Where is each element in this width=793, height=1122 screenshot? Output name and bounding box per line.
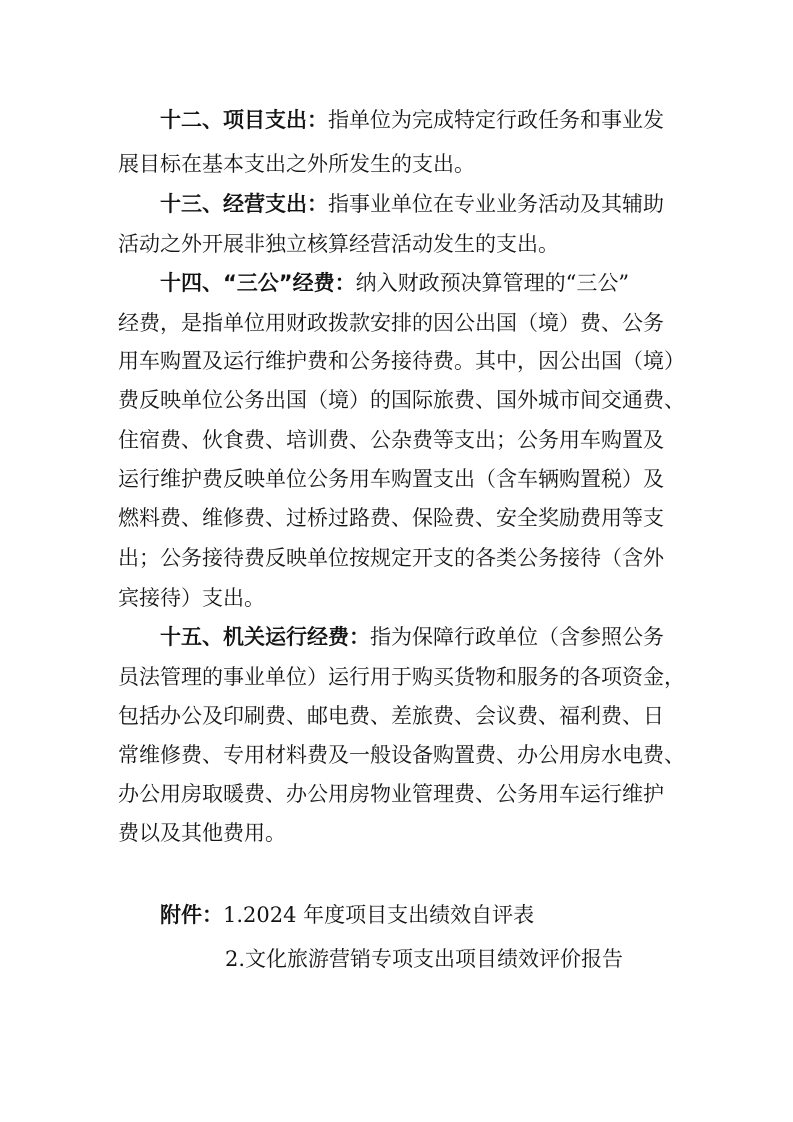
attachment-item-2: 2.文化旅游营销专项支出项目绩效评价报告 (225, 947, 624, 971)
attachments-line-1 (160, 900, 534, 930)
section-14-line-6: 运行维护费反映单位公务用车购置支出（含车辆购置税）及 (118, 467, 664, 491)
section-14-line-7: 燃料费、维修费、过桥过路费、保险费、安全奖励费用等支 (118, 506, 664, 530)
section-12-text: 指单位为完成特定行政任务和事业发 (328, 108, 664, 132)
section-13-term: 十三、经营支出： (160, 192, 328, 216)
section-14-line-3: 用车购置及运行维护费和公务接待费。其中，因公出国（境） (118, 349, 685, 373)
section-13-text: 指事业单位在专业业务活动及其辅助 (328, 192, 664, 216)
section-15-line-4: 常维修费、专用材料费及一般设备购置费、办公用房水电费、 (118, 743, 685, 767)
section-15-term: 十五、机关运行经费： (160, 625, 370, 649)
attachment-item-1: 1.2024 年度项目支出绩效自评表 (223, 903, 535, 927)
attachments-label: 附件： (160, 903, 223, 927)
section-14-line-8: 出；公务接待费反映单位按规定开支的各类公务接待（含外 (118, 546, 664, 570)
section-12-line-1 (160, 105, 664, 135)
section-13-line-2: 活动之外开展非独立核算经营活动发生的支出。 (118, 232, 559, 256)
section-15-line-5: 办公用房取暖费、办公用房物业管理费、公务用车运行维护 (118, 782, 664, 806)
section-15-line-3: 包括办公及印刷费、邮电费、差旅费、会议费、福利费、日 (118, 704, 664, 728)
section-12-line-2: 展目标在基本支出之外所发生的支出。 (118, 152, 475, 176)
section-13-line-1 (160, 189, 664, 219)
section-15-line-1 (160, 622, 664, 652)
section-14-line-4: 费反映单位公务出国（境）的国际旅费、国外城市间交通费、 (118, 388, 685, 412)
section-14-line-5: 住宿费、伙食费、培训费、公杂费等支出；公务用车购置及 (118, 428, 664, 452)
section-12-term: 十二、项目支出： (160, 108, 328, 132)
section-14-text: 纳入财政预决算管理的“三公” (355, 271, 630, 295)
section-15-line-6: 费以及其他费用。 (118, 821, 286, 845)
section-14-line-2: 经费，是指单位用财政拨款安排的因公出国（境）费、公务 (118, 311, 664, 335)
section-15-line-2: 员法管理的事业单位）运行用于购买货物和服务的各项资金， (118, 665, 685, 689)
section-14-line-1 (160, 268, 629, 298)
section-15-text: 指为保障行政单位（含参照公务 (370, 625, 664, 649)
section-14-term: 十四、“三公”经费： (160, 271, 356, 295)
section-14-line-9: 宾接待）支出。 (118, 586, 265, 610)
